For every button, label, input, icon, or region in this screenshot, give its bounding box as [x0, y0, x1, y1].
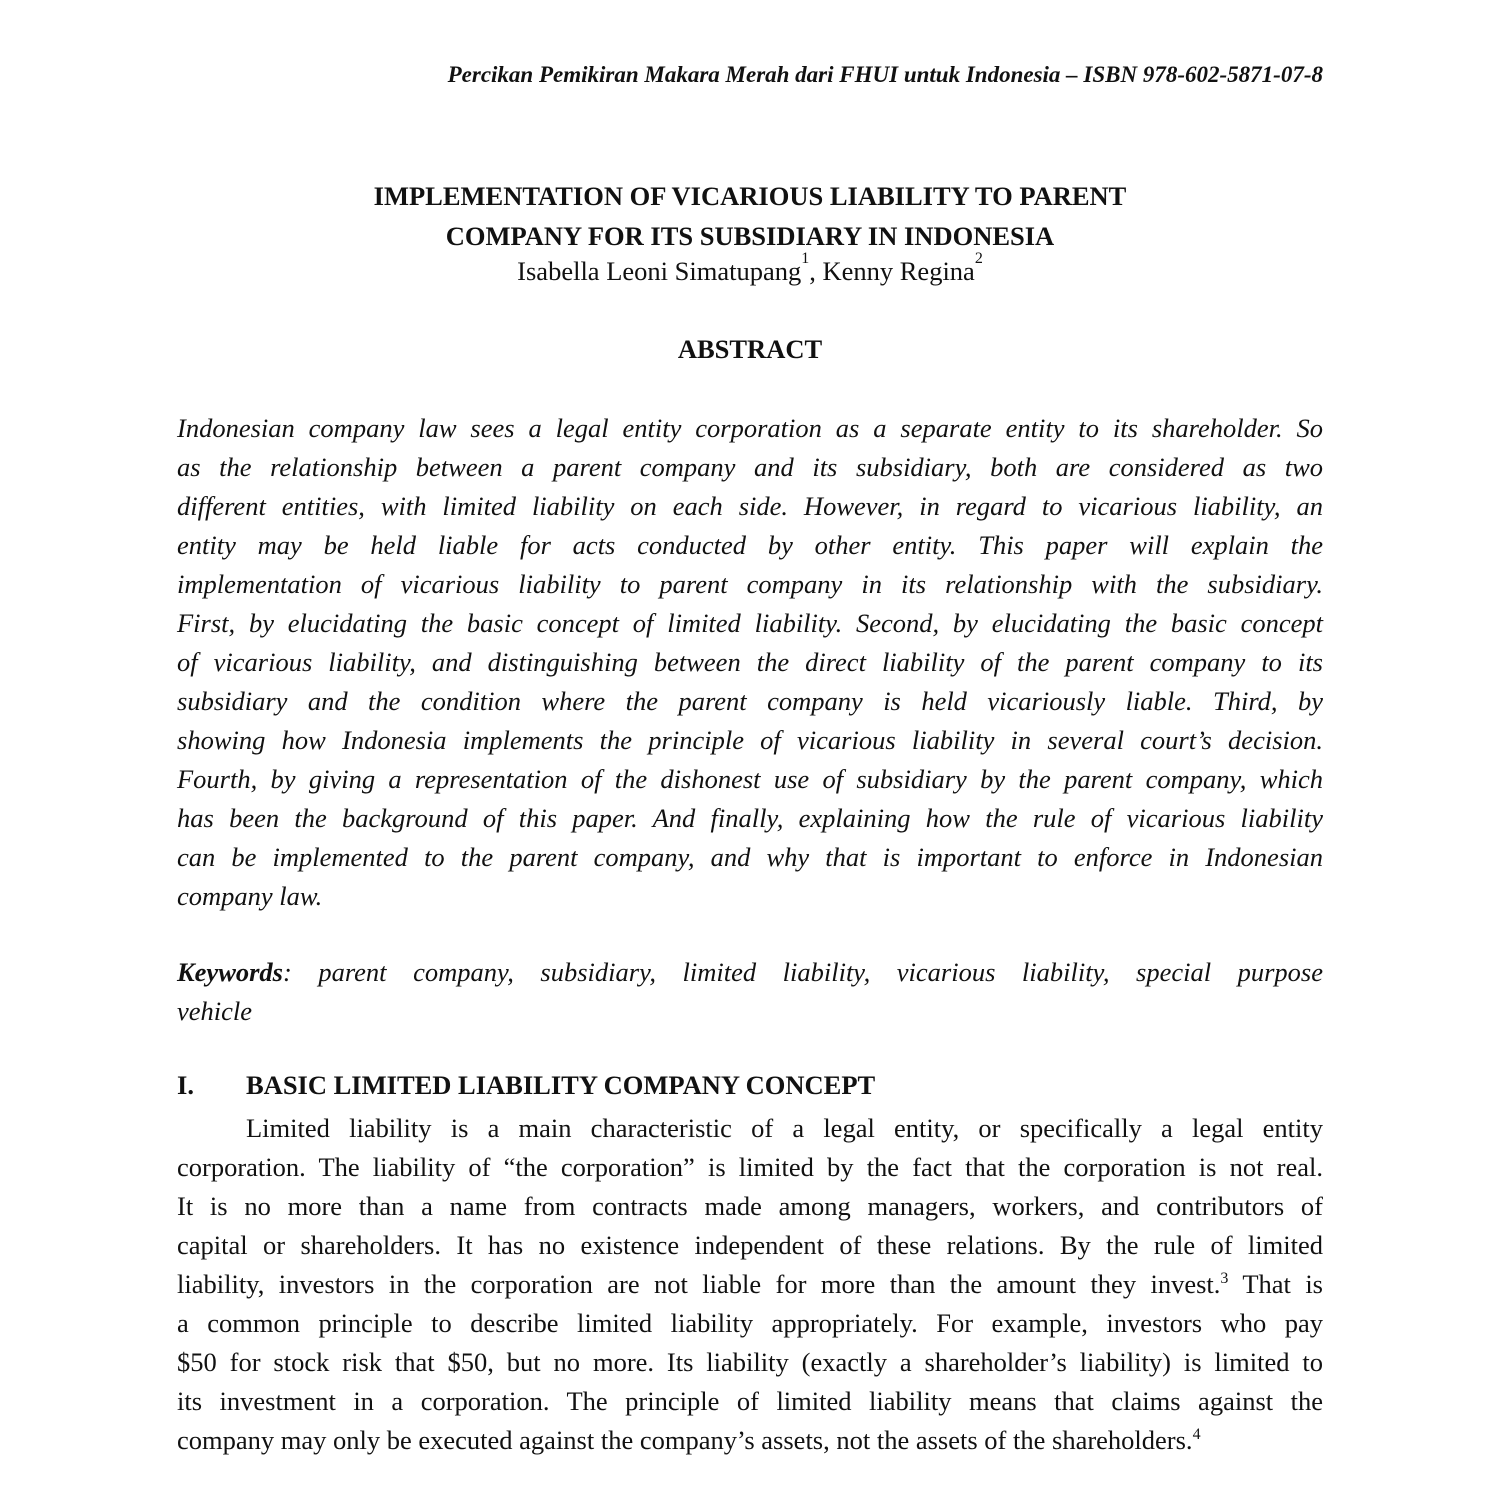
keywords-list: : parent company, subsidiary, limited liability, vicarious liability, special purpose [283, 957, 1323, 987]
body-line [177, 1343, 1323, 1382]
body-line [177, 1226, 1323, 1265]
body-paragraph [177, 1109, 1323, 1460]
abstract-line: Indonesian company law sees a legal entity corporation as a separate entity to its shareholder. So [177, 413, 1323, 443]
authors [0, 250, 1500, 287]
body-line [177, 1304, 1323, 1343]
body-line-text: Limited liability is a main characteristic of a legal entity, or specifically a legal entity [246, 1113, 1323, 1143]
body-line [177, 1421, 1323, 1460]
keywords-label: Keywords [177, 957, 283, 987]
body-line-text: capital or shareholders. It has no existence independent of these relations. By the rule of limited [177, 1230, 1323, 1260]
footnote-marker[interactable]: 3 [1220, 1270, 1229, 1287]
body-line-text: its investment in a corporation. The principle of limited liability means that claims against the [177, 1386, 1323, 1416]
body-line-text: That is [1228, 1269, 1323, 1299]
abstract-line: showing how Indonesia implements the principle of vicarious liability in several court’s decision. [177, 725, 1323, 755]
abstract-heading: ABSTRACT [677, 334, 823, 364]
abstract-line: implementation of vicarious liability to parent company in its relationship with the subsidiary. [177, 569, 1323, 599]
abstract-body [177, 409, 1323, 916]
paper-title [0, 176, 1500, 256]
abstract-line: subsidiary and the condition where the parent company is held vicariously liable. Third, by [177, 686, 1323, 716]
body-line-text: corporation. The liability of “the corporation” is limited by the fact that the corporation is not real. [177, 1152, 1323, 1182]
author-2: Kenny Regina [822, 256, 975, 286]
title-line-2: COMPANY FOR ITS SUBSIDIARY IN INDONESIA [445, 221, 1055, 251]
abstract-line: as the relationship between a parent company and its subsidiary, both are considered as two [177, 452, 1323, 482]
body-line [177, 1187, 1323, 1226]
author-1-footnote[interactable]: 1 [801, 250, 810, 267]
abstract-line: has been the background of this paper. And finally, explaining how the rule of vicarious liability [177, 803, 1323, 833]
title-line-1: IMPLEMENTATION OF VICARIOUS LIABILITY TO PARENT [373, 181, 1127, 211]
body-line-text: company may only be executed against the company’s assets, not the assets of the shareholders. [177, 1425, 1193, 1455]
running-header: Percikan Pemikiran Makara Merah dari FHUI untuk Indonesia – ISBN 978-602-5871-07-8 [447, 62, 1323, 87]
section-title: BASIC LIMITED LIABILITY COMPANY CONCEPT [246, 1070, 876, 1100]
body-line [177, 1148, 1323, 1187]
section-heading [177, 1070, 875, 1101]
section-number: I. [177, 1070, 194, 1100]
body-line [177, 1265, 1323, 1304]
author-separator: , [809, 256, 823, 286]
body-line [177, 1109, 1323, 1148]
author-2-footnote[interactable]: 2 [974, 250, 983, 267]
abstract-line: entity may be held liable for acts conducted by other entity. This paper will explain the [177, 530, 1323, 560]
body-line [177, 1382, 1323, 1421]
abstract-line: can be implemented to the parent company, and why that is important to enforce in Indonesian [177, 842, 1323, 872]
author-1: Isabella Leoni Simatupang [517, 256, 802, 286]
keywords [177, 953, 1323, 1031]
keywords-list-cont: vehicle [177, 996, 253, 1026]
abstract-line: First, by elucidating the basic concept of limited liability. Second, by elucidating the basic concept [177, 608, 1323, 638]
body-line-text: $50 for stock risk that $50, but no more. Its liability (exactly a shareholder’s liability) is limited to [177, 1347, 1323, 1377]
abstract-line: different entities, with limited liability on each side. However, in regard to vicarious liability, an [177, 491, 1323, 521]
body-line-text: a common principle to describe limited liability appropriately. For example, investors who pay [177, 1308, 1323, 1338]
body-line-text: It is no more than a name from contracts made among managers, workers, and contributors of [177, 1191, 1323, 1221]
body-line-text: liability, investors in the corporation are not liable for more than the amount they invest. [177, 1269, 1221, 1299]
abstract-line: company law. [177, 881, 323, 911]
footnote-marker[interactable]: 4 [1192, 1426, 1201, 1443]
abstract-line: Fourth, by giving a representation of the dishonest use of subsidiary by the parent company, which [177, 764, 1323, 794]
abstract-line: of vicarious liability, and distinguishing between the direct liability of the parent company to its [177, 647, 1323, 677]
